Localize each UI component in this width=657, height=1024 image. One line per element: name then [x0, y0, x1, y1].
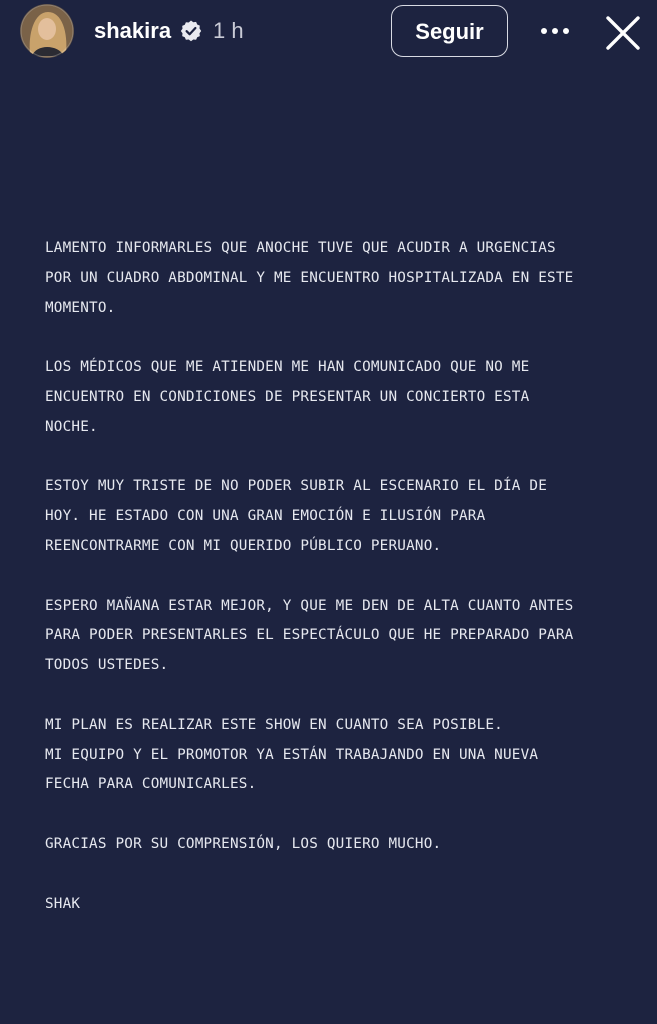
message-paragraph: ESPERO MAÑANA ESTAR MEJOR, Y QUE ME DEN DE ALTA CUANTO ANTES PARA PODER PRESENTARLES EL ESPECTÁCULO QUE HE PREPARADO PARA TODOS USTEDES. [45, 597, 574, 674]
profile-photo [20, 4, 74, 58]
message-paragraph: ESTOY MUY TRISTE DE NO PODER SUBIR AL ESCENARIO EL DÍA DE HOY. HE ESTADO CON UNA GRAN EMOCIÓN E ILUSIÓN PARA REENCONTRARME CON MI QUERIDO PÚBLICO PERUANO. [45, 478, 548, 554]
message-paragraph: MI PLAN ES REALIZAR ESTE SHOW EN CUANTO SEA POSIBLE. MI EQUIPO Y EL PROMOTOR YA ESTÁN TRABAJANDO EN UNA NUEVA FECHA PARA COMUNICARLES. [45, 716, 539, 793]
message-paragraph: LOS MÉDICOS QUE ME ATIENDEN ME HAN COMUNICADO QUE NO ME ENCUENTRO EN CONDICIONES DE PRESENTAR UN CONCIERTO ESTA NOCHE. [45, 359, 530, 435]
message-signature: SHAK [45, 895, 81, 912]
message-paragraph: GRACIAS POR SU COMPRENSIÓN, LOS QUIERO MUCHO. [45, 835, 442, 852]
close-icon[interactable] [602, 12, 644, 54]
story-message [45, 234, 645, 949]
post-timestamp: 1 h [213, 18, 244, 43]
more-options-icon[interactable] [538, 19, 572, 43]
follow-button[interactable]: Seguir [391, 5, 508, 57]
message-paragraph: LAMENTO INFORMARLES QUE ANOCHE TUVE QUE ACUDIR A URGENCIAS POR UN CUADRO ABDOMINAL Y ME ENCUENTRO HOSPITALIZADA EN ESTE MOMENTO. [45, 240, 574, 316]
verified-badge-icon [179, 19, 203, 43]
avatar[interactable] [20, 4, 74, 58]
story-header [0, 0, 657, 64]
username[interactable]: shakira [94, 18, 172, 43]
